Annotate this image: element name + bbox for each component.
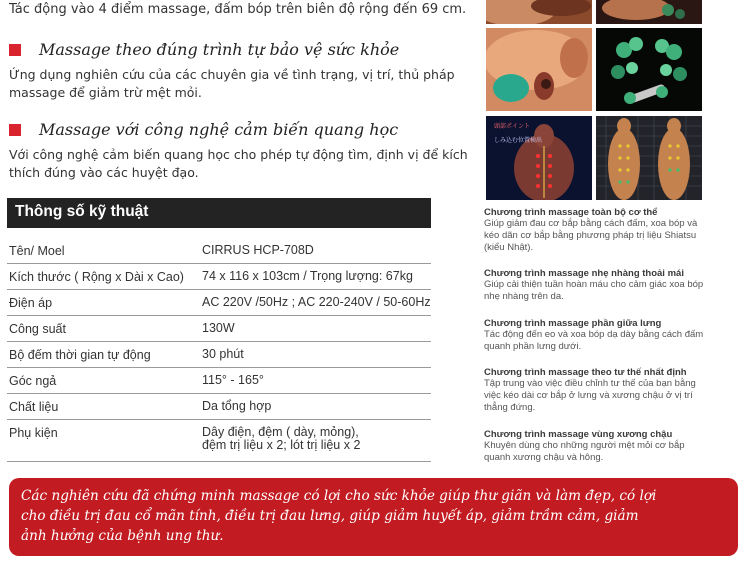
spec-key: Kích thước ( Rộng x Dài x Cao) (9, 270, 184, 284)
photo-shoulder-rollers (486, 28, 592, 111)
spec-value-line-2: đệm trị liệu x 2; lót trị liệu x 2 (202, 438, 361, 452)
spec-value (202, 426, 360, 452)
photo-body-grid-points (596, 116, 702, 200)
feature-desc-2: Với công nghệ cảm biến quang học cho phép tự động tìm, định vị để kích thích đúng vào các huyệt đạo. (9, 147, 468, 180)
health-banner (9, 478, 738, 556)
program-desc-line: việc kéo dài cơ bắp ở lưng và xương chậu ở vị trí (484, 390, 693, 401)
spec-key: Góc ngả (9, 374, 57, 388)
program-title: Chương trình massage theo tư thế nhất định (484, 367, 687, 378)
program-title: Chương trình massage toàn bộ cơ thể (484, 207, 658, 218)
spec-key: Tên/ Moel (9, 244, 65, 258)
red-square-bullet (9, 124, 21, 136)
spec-key: Điện áp (9, 296, 53, 310)
red-square-bullet (9, 44, 21, 56)
spec-key: Công suất (9, 322, 66, 336)
program-desc-line: quanh phần lưng dưới. (484, 341, 582, 352)
program-desc-line: nhẹ nhàng trên da. (484, 291, 564, 302)
program-desc-line: thẳng đứng. (484, 402, 536, 413)
photo-green-roller-heads (596, 28, 702, 111)
spec-key: Bộ đếm thời gian tự động (9, 348, 151, 362)
program-title: Chương trình massage vùng xương chậu (484, 429, 673, 440)
spec-key: Chất liệu (9, 400, 59, 414)
spec-value: AC 220V /50Hz ; AC 220-240V / 50-60Hz (202, 295, 431, 309)
program-title: Chương trình massage phần giữa lưng (484, 318, 662, 329)
feature-title-text: Massage với công nghệ cảm biến quang học (39, 120, 399, 139)
feature-desc-1: Ứng dụng nghiên cứu của các chuyên gia về tình trạng, vị trí, thủ pháp massage để giảm trừ mệt mỏi. (9, 67, 455, 100)
spec-table (7, 238, 431, 462)
feature-title-2 (9, 120, 398, 139)
spec-row (7, 316, 431, 342)
photo-back-massage (486, 0, 592, 24)
spec-value: 115° - 165° (202, 373, 264, 387)
spec-row (7, 238, 431, 264)
banner-line: ảnh hưởng của bệnh ung thư. (21, 528, 224, 544)
program-desc-line: Tập trung vào việc điều chỉnh tư thế của bạn bằng (484, 378, 696, 389)
photo-label-2: しみ込む位置検出 (494, 137, 543, 144)
feature-title-1 (9, 40, 399, 59)
program-desc-line: Tác động đến eo và xoa bóp dạ dày bằng cách đấm (484, 329, 704, 340)
spec-value: 130W (202, 321, 235, 335)
intro-text: Tác động vào 4 điểm massage, đấm bóp trên biên độ rộng đến 69 cm. (9, 2, 467, 17)
spec-row (7, 264, 431, 290)
program-desc-line: kéo dãn cơ bắp bằng phương pháp trị liệu Shiatsu (484, 230, 697, 241)
banner-line: Các nghiên cứu đã chứng minh massage có lợi cho sức khỏe giúp thư giãn và làm đẹp, có lợi (21, 488, 657, 504)
spec-value: Da tổng hợp (202, 399, 272, 413)
program-desc-line: Giúp cải thiện tuần hoàn máu cho cảm giác xoa bóp (484, 279, 704, 290)
program-title: Chương trình massage nhẹ nhàng thoải mái (484, 268, 684, 279)
program-desc-line: (kiểu Nhật). (484, 242, 534, 253)
banner-line: cho điều trị đau cổ mãn tính, điều trị đau lưng, giúp giảm huyết áp, giảm trầm cảm, giảm (21, 508, 639, 524)
spec-value: 30 phút (202, 347, 244, 361)
photo-label-1: 頭部ポイント (494, 123, 531, 130)
spec-row (7, 394, 431, 420)
spec-value: CIRRUS HCP-708D (202, 243, 314, 257)
photo-roller-mechanism (596, 0, 702, 24)
spec-row (7, 368, 431, 394)
spec-key: Phụ kiện (9, 426, 58, 440)
feature-title-text: Massage theo đúng trình tự bảo vệ sức khỏe (39, 40, 400, 59)
spec-value-line-1: Dây điện, đệm ( dày, mỏng), (202, 425, 359, 439)
program-item (484, 268, 706, 303)
spec-row (7, 420, 431, 462)
program-item (484, 207, 706, 254)
program-item (484, 429, 706, 464)
photo-sensor-body-scan (486, 116, 592, 200)
spec-value: 74 x 116 x 103cm / Trọng lượng: 67kg (202, 269, 413, 283)
program-desc-line: quanh xương chậu và hông. (484, 452, 604, 463)
program-item (484, 367, 706, 414)
program-item (484, 318, 706, 353)
spec-row (7, 342, 431, 368)
program-desc-line: Giúp giảm đau cơ bắp bằng cách đấm, xoa bóp và (484, 218, 698, 229)
spec-row (7, 290, 431, 316)
program-desc-line: Khuyên dùng cho những người mệt mỏi cơ bắp (484, 440, 685, 451)
spec-header: Thông số kỹ thuật (7, 198, 431, 228)
